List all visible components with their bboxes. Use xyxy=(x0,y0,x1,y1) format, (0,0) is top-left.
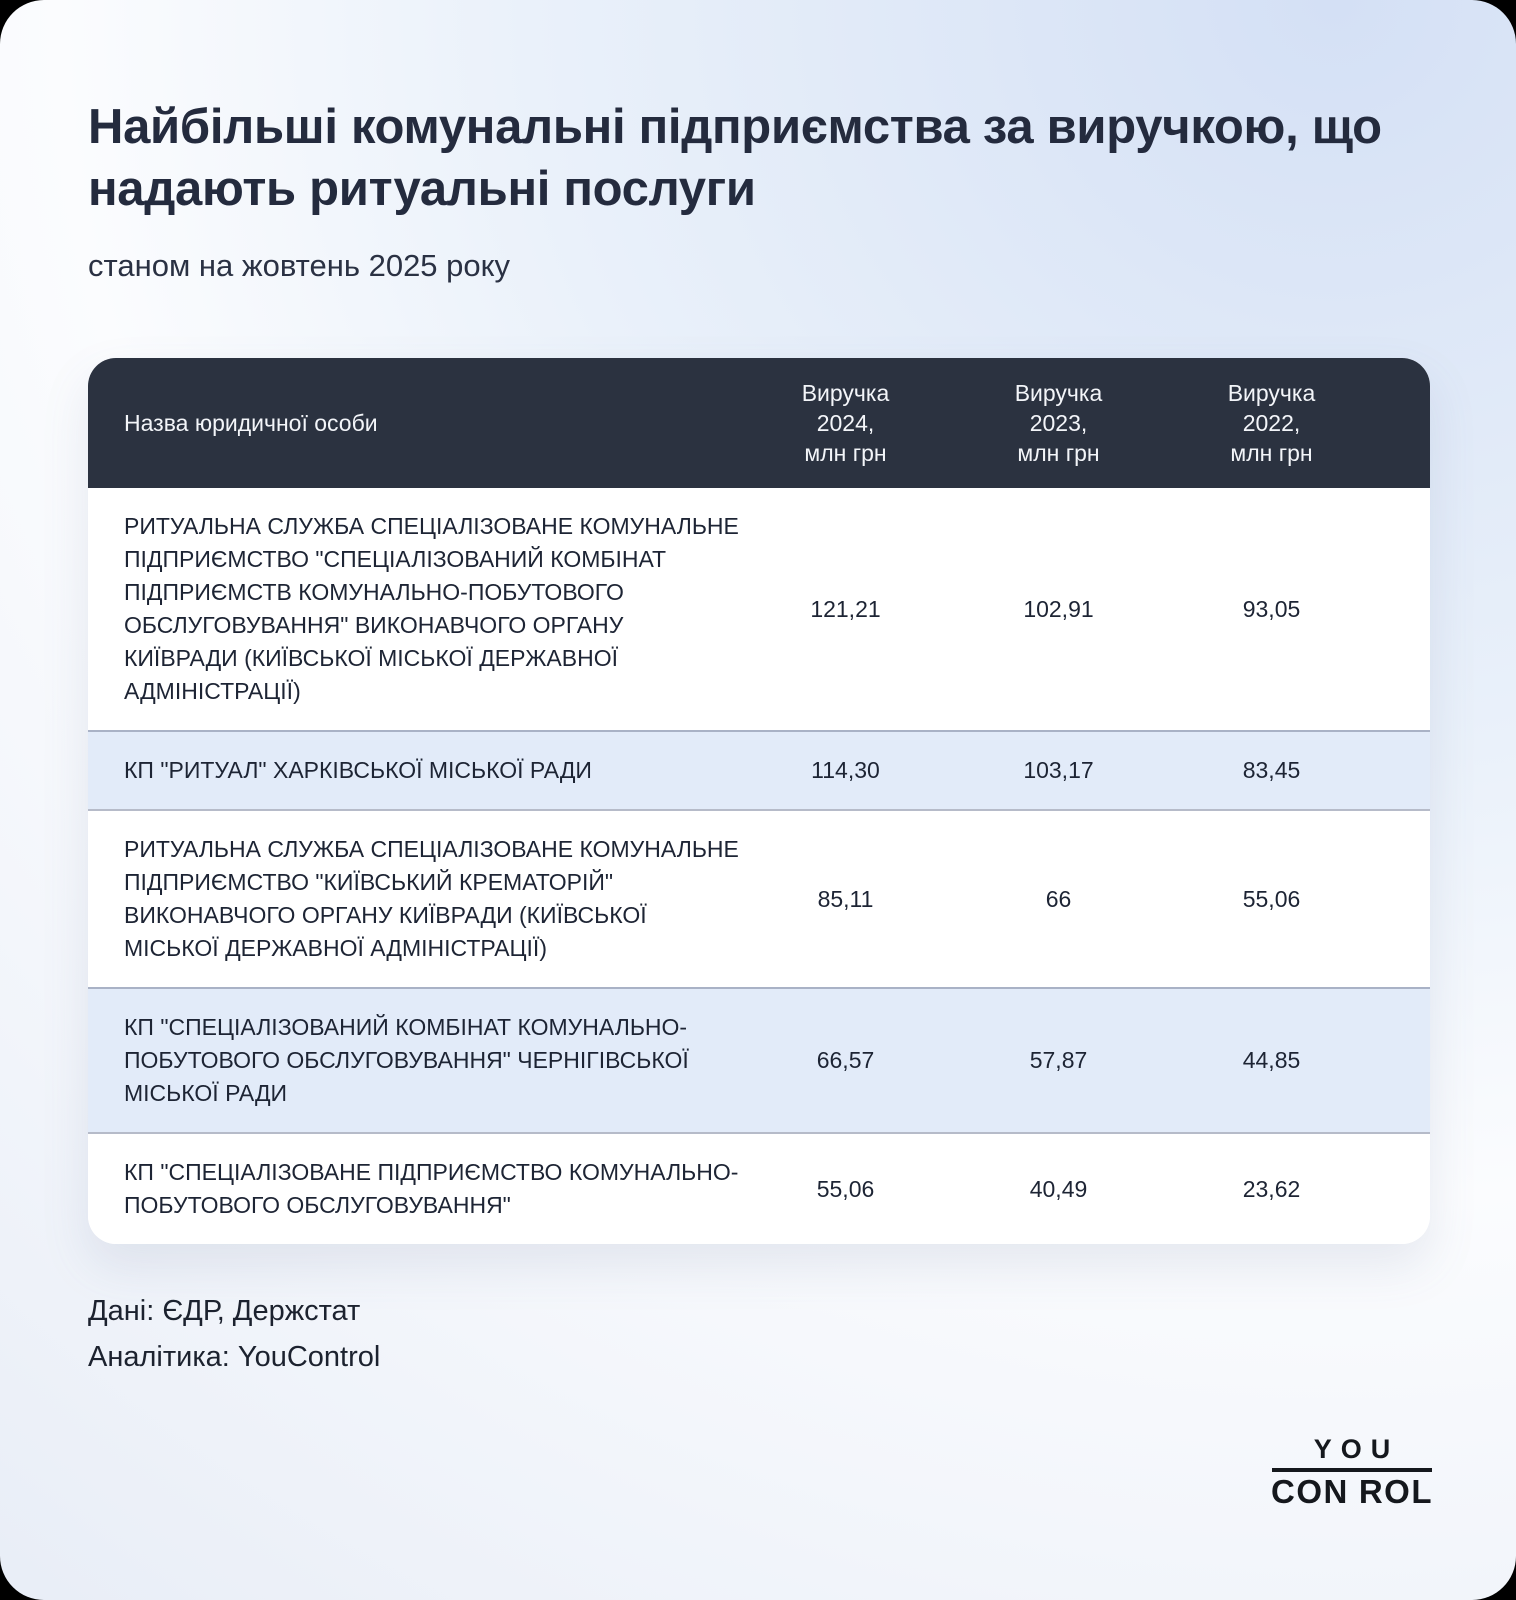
revenue-unit: млн грн xyxy=(1230,440,1313,467)
revenue-year: 2024, xyxy=(816,410,875,437)
data-source-note: Дані: ЄДР, Держстат xyxy=(88,1295,361,1328)
logo-you-text: YOU xyxy=(1313,1434,1400,1464)
revenue-unit: млн грн xyxy=(804,440,887,467)
revenue-label: Виручка xyxy=(1014,380,1103,407)
revenue-2022-cell: 55,06 xyxy=(1242,885,1301,912)
revenue-2023-cell: 102,91 xyxy=(1023,595,1094,622)
table-row xyxy=(88,730,1430,809)
table-row xyxy=(88,1132,1430,1244)
company-name-cell: РИТУАЛЬНА СЛУЖБА СПЕЦІАЛІЗОВАНЕ КОМУНАЛЬНЕ ПІДПРИЄМСТВО "КИЇВСЬКИЙ КРЕМАТОРІЙ" ВИКОНАВЧОГО ОРГАНУ КИЇВРАДИ (КИЇВСЬКОЇ МІСЬКОЇ ДЕРЖАВНОЇ АДМІНІСТРАЦІЇ) xyxy=(124,836,739,962)
logo-bar xyxy=(1272,1468,1432,1472)
column-header-revenue-2023 xyxy=(952,378,1165,468)
revenue-2022-cell: 44,85 xyxy=(1242,1047,1301,1074)
company-name-cell: КП "СПЕЦІАЛІЗОВАНЕ ПІДПРИЄМСТВО КОМУНАЛЬНО-ПОБУТОВОГО ОБСЛУГОВУВАННЯ" xyxy=(124,1159,739,1219)
logo-rol: ROL xyxy=(1358,1473,1434,1510)
table-row xyxy=(88,488,1430,730)
revenue-2023-cell: 40,49 xyxy=(1029,1175,1088,1202)
revenue-unit: млн грн xyxy=(1017,440,1100,467)
revenue-2024-cell: 55,06 xyxy=(816,1175,875,1202)
company-name-cell: КП "СПЕЦІАЛІЗОВАНИЙ КОМБІНАТ КОМУНАЛЬНО-ПОБУТОВОГО ОБСЛУГОВУВАННЯ" ЧЕРНІГІВСЬКОЇ МІСЬКОЇ РАДИ xyxy=(124,1014,689,1107)
table-row xyxy=(88,809,1430,987)
table-row xyxy=(88,987,1430,1132)
revenue-2022-cell: 83,45 xyxy=(1242,757,1301,784)
revenue-year: 2022, xyxy=(1242,410,1301,437)
column-header-revenue-2022 xyxy=(1165,378,1378,468)
revenue-table xyxy=(88,358,1430,1244)
logo-con: CON xyxy=(1271,1473,1349,1510)
revenue-2022-cell: 23,62 xyxy=(1242,1175,1301,1202)
revenue-2024-cell: 85,11 xyxy=(817,885,874,912)
column-header-name: Назва юридичної особи xyxy=(124,409,378,436)
revenue-year: 2023, xyxy=(1029,410,1088,437)
revenue-2024-cell: 121,21 xyxy=(810,595,881,622)
revenue-2022-cell: 93,05 xyxy=(1242,595,1301,622)
revenue-label: Виручка xyxy=(1227,380,1316,407)
logo-control-text xyxy=(1272,1475,1432,1508)
footer-notes xyxy=(88,1288,1428,1380)
revenue-2023-cell: 66 xyxy=(1045,885,1072,912)
revenue-2024-cell: 114,30 xyxy=(811,757,880,784)
revenue-label: Виручка xyxy=(801,380,890,407)
column-header-revenue-2024 xyxy=(739,378,952,468)
page-title: Найбільші комунальні підприємства за виручкою, що надають ритуальні послуги xyxy=(88,100,1382,217)
company-name-cell: КП "РИТУАЛ" ХАРКІВСЬКОЇ МІСЬКОЇ РАДИ xyxy=(124,757,592,784)
analytics-note: Аналітика: YouControl xyxy=(88,1341,381,1374)
company-name-cell: РИТУАЛЬНА СЛУЖБА СПЕЦІАЛІЗОВАНЕ КОМУНАЛЬНЕ ПІДПРИЄМСТВО "СПЕЦІАЛІЗОВАНИЙ КОМБІНАТ ПІДПРИЄМСТВ КОМУНАЛЬНО-ПОБУТОВОГО ОБСЛУГОВУВАННЯ" ВИКОНАВЧОГО ОРГАНУ КИЇВРАДИ (КИЇВСЬКОЇ МІСЬКОЇ ДЕРЖАВНОЇ АДМІНІСТРАЦІЇ) xyxy=(124,513,739,705)
revenue-2024-cell: 66,57 xyxy=(816,1047,875,1074)
page-subtitle: станом на жовтень 2025 року xyxy=(88,248,511,284)
revenue-2023-cell: 103,17 xyxy=(1023,757,1094,784)
youcontrol-logo xyxy=(1272,1436,1432,1508)
table-header-row xyxy=(88,358,1430,488)
revenue-2023-cell: 57,87 xyxy=(1029,1047,1088,1074)
